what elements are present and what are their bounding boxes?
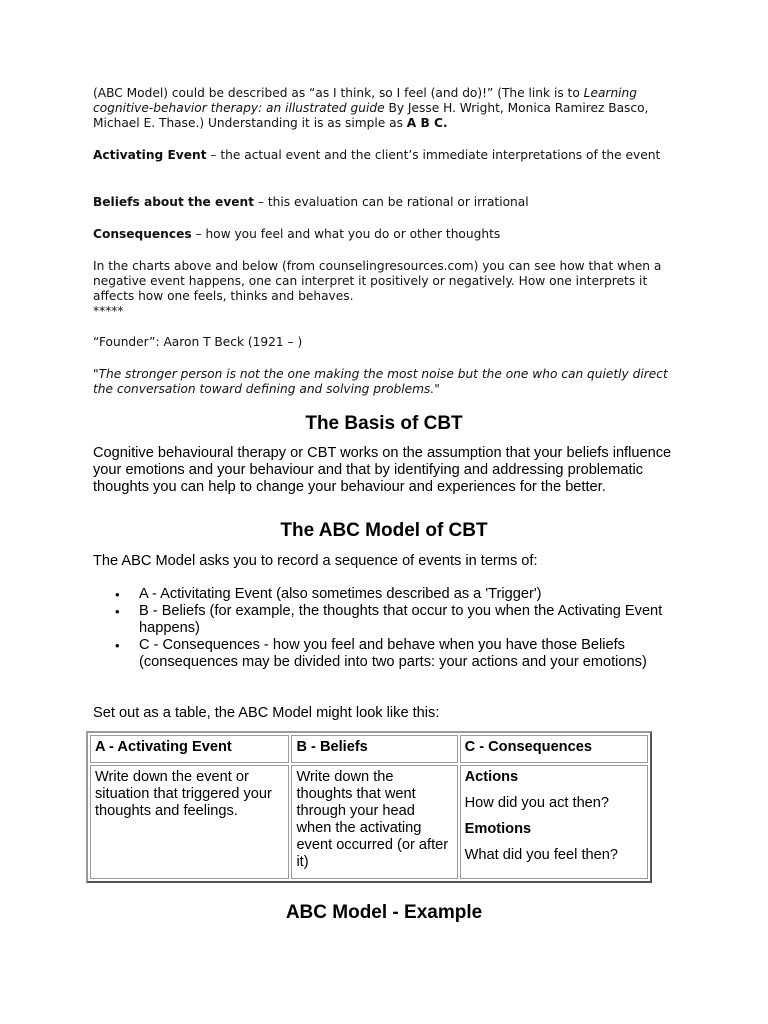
- list-item: • C - Consequences - how you feel and behave when you have those Beliefs (consequences may be divided into two parts: your actions and your emotions): [139, 637, 699, 671]
- abc-table: [86, 731, 652, 883]
- founder-line: “Founder”: Aaron T Beck (1921 – ): [93, 335, 303, 349]
- heading-abc-example: ABC Model - Example: [285, 902, 483, 923]
- definition-consequences: Consequences – how you feel and what you do or other thoughts: [93, 227, 501, 241]
- basis-paragraph: Cognitive behavioural therapy or CBT works on the assumption that your beliefs influence your emotions and your behaviour and that by identifying and addressing problematic thoughts you can help to change your behaviour and experiences for the better.: [93, 445, 672, 495]
- heading-abc-model: The ABC Model of CBT: [280, 520, 488, 541]
- list-item: • B - Beliefs (for example, the thoughts that occur to you when the Activating Event happens): [139, 603, 699, 637]
- header-beliefs: B - Beliefs: [291, 735, 457, 763]
- abc-list: [93, 586, 699, 671]
- table-intro: Set out as a table, the ABC Model might look like this:: [93, 705, 440, 721]
- abc-emphasis: A B C.: [406, 116, 448, 130]
- table-header-row: [90, 735, 648, 763]
- actions-question: How did you act then?: [464, 795, 610, 811]
- stars-separator: *****: [93, 304, 124, 318]
- emotions-label: Emotions: [464, 821, 532, 837]
- heading-basis-of-cbt: The Basis of CBT: [305, 413, 463, 434]
- list-item: • A - Activitating Event (also sometimes described as a 'Trigger'): [139, 586, 699, 603]
- emotions-question: What did you feel then?: [464, 847, 618, 863]
- definition-activating-event: Activating Event – the actual event and the client’s immediate interpretations of the event: [93, 148, 661, 162]
- actions-label: Actions: [464, 769, 519, 785]
- table-row: [90, 765, 648, 879]
- cell-activating-event: Write down the event or situation that triggered your thoughts and feelings.: [90, 765, 289, 879]
- cell-consequences: [460, 765, 648, 879]
- quote: "The stronger person is not the one making the most noise but the one who can quietly direct the conversation toward defining and solving problems.": [93, 367, 668, 396]
- charts-note: In the charts above and below (from counselingresources.com) you can see how that when a negative event happens, one can interpret it positively or negatively. How one interprets it affects how one feels, thinks and behaves. *****: [93, 259, 662, 318]
- definition-beliefs: Beliefs about the event – this evaluation can be rational or irrational: [93, 195, 529, 209]
- header-activating-event: A - Activating Event: [90, 735, 289, 763]
- intro-paragraph: (ABC Model) could be described as “as I think, so I feel (and do)!” (The link is to Learning cognitive-behavior therapy: an illustrated guide By Jesse H. Wright, Monica Ramirez Basco, Michael E. Thase.) Understanding it is as simple as A B C.: [93, 86, 649, 130]
- header-consequences: C - Consequences: [460, 735, 648, 763]
- cell-beliefs: Write down the thoughts that went through your head when the activating event occurred (or after it): [291, 765, 457, 879]
- book-title: Learning cognitive-behavior therapy: an illustrated guide: [93, 86, 638, 115]
- abc-intro: The ABC Model asks you to record a sequence of events in terms of:: [93, 553, 538, 569]
